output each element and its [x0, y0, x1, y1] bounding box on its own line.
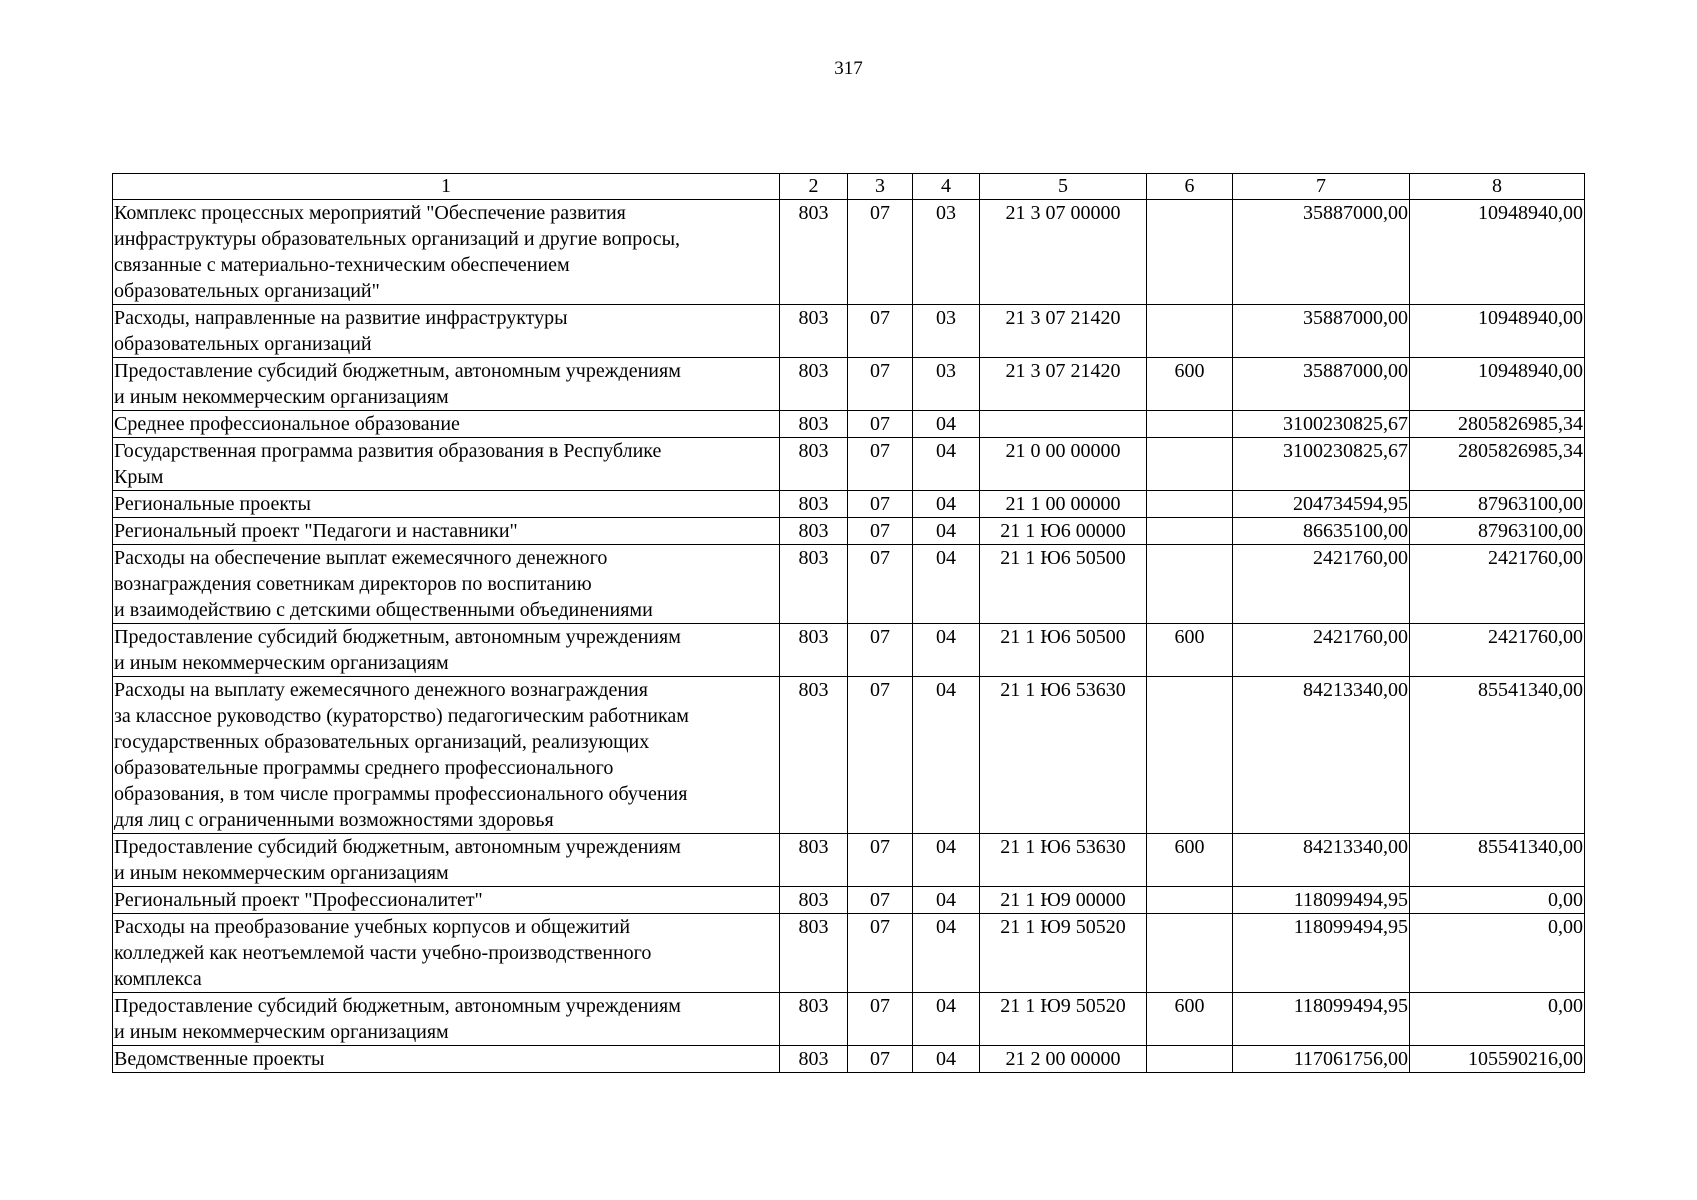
department-code-cell: 803 — [780, 624, 848, 677]
row-name-line: Расходы на обеспечение выплат ежемесячного денежного — [114, 547, 608, 569]
target-article-cell: 21 1 Ю9 50520 — [980, 914, 1147, 993]
budget-table — [112, 173, 1585, 1073]
section-code-cell: 07 — [848, 411, 913, 438]
section-code-cell: 07 — [848, 491, 913, 518]
column-header: 5 — [980, 174, 1147, 200]
amount-year2-cell: 87963100,00 — [1410, 518, 1585, 545]
subsection-code-cell: 04 — [913, 491, 980, 518]
amount-year2-cell: 87963100,00 — [1410, 491, 1585, 518]
amount-year1-cell: 86635100,00 — [1233, 518, 1410, 545]
department-code-cell: 803 — [780, 914, 848, 993]
target-article-cell: 21 0 00 00000 — [980, 438, 1147, 491]
row-name-line: образовательные программы среднего профессионального — [114, 757, 614, 779]
amount-year2-cell: 0,00 — [1410, 887, 1585, 914]
amount-year2-cell: 10948940,00 — [1410, 200, 1585, 305]
subsection-code-cell: 03 — [913, 305, 980, 358]
table-row — [113, 834, 1585, 887]
expense-type-cell — [1147, 491, 1233, 518]
expense-type-cell — [1147, 518, 1233, 545]
expense-type-cell: 600 — [1147, 624, 1233, 677]
amount-year2-cell: 105590216,00 — [1410, 1046, 1585, 1073]
table-row — [113, 545, 1585, 624]
department-code-cell: 803 — [780, 491, 848, 518]
row-name-line: и иным некоммерческим организациям — [114, 652, 449, 674]
target-article-cell: 21 1 Ю6 53630 — [980, 834, 1147, 887]
row-name-cell — [113, 1046, 780, 1073]
row-name-line: и иным некоммерческим организациям — [114, 862, 449, 884]
target-article-cell: 21 1 Ю9 00000 — [980, 887, 1147, 914]
target-article-cell: 21 1 Ю6 00000 — [980, 518, 1147, 545]
column-header: 7 — [1233, 174, 1410, 200]
table-row — [113, 914, 1585, 993]
department-code-cell: 803 — [780, 305, 848, 358]
row-name-line: Региональный проект "Педагоги и наставники" — [114, 520, 518, 542]
row-name-line: государственных образовательных организаций, реализующих — [114, 731, 650, 753]
subsection-code-cell: 04 — [913, 887, 980, 914]
row-name-line: Предоставление субсидий бюджетным, автономным учреждениям — [114, 995, 681, 1017]
amount-year2-cell: 10948940,00 — [1410, 305, 1585, 358]
amount-year2-cell: 2421760,00 — [1410, 545, 1585, 624]
department-code-cell: 803 — [780, 993, 848, 1046]
amount-year1-cell: 2421760,00 — [1233, 624, 1410, 677]
section-code-cell: 07 — [848, 914, 913, 993]
column-header: 1 — [113, 174, 780, 200]
subsection-code-cell: 04 — [913, 411, 980, 438]
department-code-cell: 803 — [780, 545, 848, 624]
subsection-code-cell: 04 — [913, 518, 980, 545]
department-code-cell: 803 — [780, 200, 848, 305]
target-article-cell: 21 1 Ю9 50520 — [980, 993, 1147, 1046]
section-code-cell: 07 — [848, 1046, 913, 1073]
row-name-line: Региональный проект "Профессионалитет" — [114, 889, 483, 911]
expense-type-cell — [1147, 411, 1233, 438]
table-row — [113, 677, 1585, 834]
subsection-code-cell: 04 — [913, 624, 980, 677]
department-code-cell: 803 — [780, 438, 848, 491]
column-header: 3 — [848, 174, 913, 200]
table-row — [113, 518, 1585, 545]
section-code-cell: 07 — [848, 438, 913, 491]
table-header — [113, 174, 1585, 200]
amount-year2-cell: 0,00 — [1410, 914, 1585, 993]
department-code-cell: 803 — [780, 358, 848, 411]
row-name-cell — [113, 438, 780, 491]
section-code-cell: 07 — [848, 200, 913, 305]
section-code-cell: 07 — [848, 305, 913, 358]
amount-year1-cell: 3100230825,67 — [1233, 411, 1410, 438]
amount-year2-cell: 10948940,00 — [1410, 358, 1585, 411]
row-name-line: связанные с материально-техническим обеспечением — [114, 254, 570, 276]
amount-year2-cell: 85541340,00 — [1410, 677, 1585, 834]
row-name-line: Предоставление субсидий бюджетным, автономным учреждениям — [114, 626, 681, 648]
table-row — [113, 358, 1585, 411]
row-name-cell — [113, 677, 780, 834]
department-code-cell: 803 — [780, 887, 848, 914]
target-article-cell: 21 2 00 00000 — [980, 1046, 1147, 1073]
table-row — [113, 624, 1585, 677]
amount-year1-cell: 35887000,00 — [1233, 358, 1410, 411]
table-row — [113, 993, 1585, 1046]
section-code-cell: 07 — [848, 358, 913, 411]
section-code-cell: 07 — [848, 677, 913, 834]
subsection-code-cell: 04 — [913, 993, 980, 1046]
amount-year2-cell: 2421760,00 — [1410, 624, 1585, 677]
row-name-cell — [113, 887, 780, 914]
row-name-cell — [113, 358, 780, 411]
table-row — [113, 438, 1585, 491]
row-name-cell — [113, 491, 780, 518]
row-name-line: и иным некоммерческим организациям — [114, 386, 449, 408]
row-name-line: Предоставление субсидий бюджетным, автономным учреждениям — [114, 360, 681, 382]
section-code-cell: 07 — [848, 993, 913, 1046]
amount-year1-cell: 35887000,00 — [1233, 200, 1410, 305]
department-code-cell: 803 — [780, 677, 848, 834]
amount-year1-cell: 3100230825,67 — [1233, 438, 1410, 491]
target-article-cell: 21 1 Ю6 53630 — [980, 677, 1147, 834]
row-name-line: образования, в том числе программы профессионального обучения — [114, 783, 688, 805]
row-name-line: Региональные проекты — [114, 493, 311, 515]
table-row — [113, 411, 1585, 438]
amount-year1-cell: 35887000,00 — [1233, 305, 1410, 358]
row-name-line: Предоставление субсидий бюджетным, автономным учреждениям — [114, 836, 681, 858]
row-name-line: инфраструктуры образовательных организаций и другие вопросы, — [114, 228, 681, 250]
table-body — [113, 200, 1585, 1073]
expense-type-cell — [1147, 677, 1233, 834]
column-number-row — [113, 174, 1585, 200]
target-article-cell: 21 3 07 21420 — [980, 305, 1147, 358]
row-name-line: Расходы, направленные на развитие инфраструктуры — [114, 307, 568, 329]
table-row — [113, 305, 1585, 358]
row-name-line: и взаимодействию с детскими общественными объединениями — [114, 599, 653, 621]
expense-type-cell: 600 — [1147, 834, 1233, 887]
row-name-line: Расходы на выплату ежемесячного денежного вознаграждения — [114, 679, 648, 701]
subsection-code-cell: 03 — [913, 358, 980, 411]
table-row — [113, 1046, 1585, 1073]
amount-year2-cell: 2805826985,34 — [1410, 438, 1585, 491]
subsection-code-cell: 04 — [913, 834, 980, 887]
expense-type-cell — [1147, 1046, 1233, 1073]
amount-year1-cell: 118099494,95 — [1233, 993, 1410, 1046]
amount-year1-cell: 84213340,00 — [1233, 677, 1410, 834]
section-code-cell: 07 — [848, 887, 913, 914]
amount-year1-cell: 118099494,95 — [1233, 914, 1410, 993]
amount-year1-cell: 84213340,00 — [1233, 834, 1410, 887]
subsection-code-cell: 04 — [913, 438, 980, 491]
expense-type-cell — [1147, 545, 1233, 624]
target-article-cell: 21 3 07 21420 — [980, 358, 1147, 411]
row-name-line: Государственная программа развития образования в Республике — [114, 440, 662, 462]
amount-year1-cell: 117061756,00 — [1233, 1046, 1410, 1073]
amount-year1-cell: 2421760,00 — [1233, 545, 1410, 624]
subsection-code-cell: 04 — [913, 1046, 980, 1073]
row-name-cell — [113, 200, 780, 305]
target-article-cell — [980, 411, 1147, 438]
row-name-line: Ведомственные проекты — [114, 1048, 325, 1070]
department-code-cell: 803 — [780, 1046, 848, 1073]
subsection-code-cell: 04 — [913, 914, 980, 993]
table-row — [113, 887, 1585, 914]
target-article-cell: 21 1 00 00000 — [980, 491, 1147, 518]
column-header: 2 — [780, 174, 848, 200]
expense-type-cell — [1147, 914, 1233, 993]
target-article-cell: 21 1 Ю6 50500 — [980, 624, 1147, 677]
department-code-cell: 803 — [780, 834, 848, 887]
row-name-line: образовательных организаций — [114, 333, 372, 355]
expense-type-cell — [1147, 200, 1233, 305]
amount-year2-cell: 2805826985,34 — [1410, 411, 1585, 438]
target-article-cell: 21 3 07 00000 — [980, 200, 1147, 305]
row-name-line: для лиц с ограниченными возможностями здоровья — [114, 809, 554, 831]
column-header: 8 — [1410, 174, 1585, 200]
row-name-cell — [113, 993, 780, 1046]
row-name-line: колледжей как неотъемлемой части учебно-производственного — [114, 942, 652, 964]
row-name-cell — [113, 914, 780, 993]
row-name-line: Крым — [114, 466, 164, 488]
row-name-line: комплекса — [114, 968, 202, 990]
row-name-line: Среднее профессиональное образование — [114, 413, 460, 435]
row-name-cell — [113, 834, 780, 887]
column-header: 4 — [913, 174, 980, 200]
row-name-line: за классное руководство (кураторство) педагогическим работникам — [114, 705, 689, 727]
subsection-code-cell: 03 — [913, 200, 980, 305]
subsection-code-cell: 04 — [913, 677, 980, 834]
table-row — [113, 200, 1585, 305]
department-code-cell: 803 — [780, 411, 848, 438]
target-article-cell: 21 1 Ю6 50500 — [980, 545, 1147, 624]
amount-year2-cell: 85541340,00 — [1410, 834, 1585, 887]
expense-type-cell: 600 — [1147, 993, 1233, 1046]
row-name-cell — [113, 518, 780, 545]
row-name-line: и иным некоммерческим организациям — [114, 1021, 449, 1043]
section-code-cell: 07 — [848, 624, 913, 677]
department-code-cell: 803 — [780, 518, 848, 545]
column-header: 6 — [1147, 174, 1233, 200]
subsection-code-cell: 04 — [913, 545, 980, 624]
table-row — [113, 491, 1585, 518]
section-code-cell: 07 — [848, 834, 913, 887]
amount-year1-cell: 118099494,95 — [1233, 887, 1410, 914]
expense-type-cell — [1147, 438, 1233, 491]
expense-type-cell: 600 — [1147, 358, 1233, 411]
row-name-line: образовательных организаций" — [114, 280, 380, 302]
row-name-line: вознаграждения советникам директоров по воспитанию — [114, 573, 592, 595]
row-name-cell — [113, 411, 780, 438]
row-name-cell — [113, 624, 780, 677]
amount-year2-cell: 0,00 — [1410, 993, 1585, 1046]
expense-type-cell — [1147, 305, 1233, 358]
section-code-cell: 07 — [848, 545, 913, 624]
row-name-line: Расходы на преобразование учебных корпусов и общежитий — [114, 916, 631, 938]
row-name-line: Комплекс процессных мероприятий "Обеспечение развития — [114, 202, 626, 224]
amount-year1-cell: 204734594,95 — [1233, 491, 1410, 518]
page-number: 317 — [834, 58, 863, 79]
expense-type-cell — [1147, 887, 1233, 914]
row-name-cell — [113, 305, 780, 358]
section-code-cell: 07 — [848, 518, 913, 545]
row-name-cell — [113, 545, 780, 624]
